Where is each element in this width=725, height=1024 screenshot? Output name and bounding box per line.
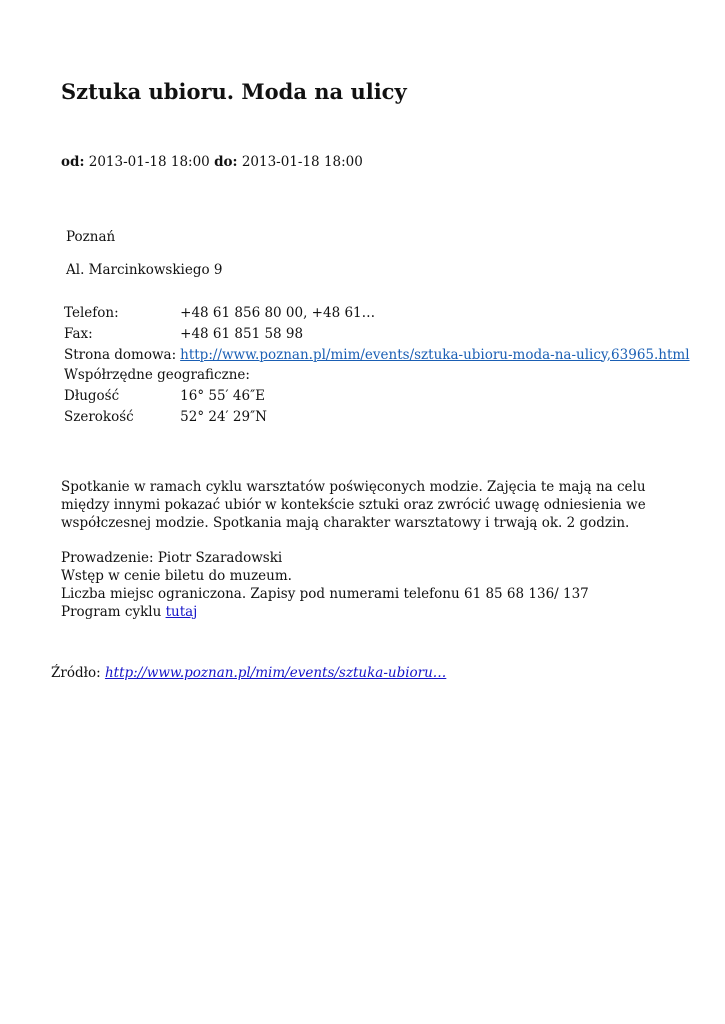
host-line: Prowadzenie: Piotr Szaradowski xyxy=(61,550,283,566)
latitude-row xyxy=(62,408,692,429)
phone-label: Telefon: xyxy=(64,305,119,321)
source-line xyxy=(51,664,446,682)
location-city: Poznań xyxy=(66,229,116,245)
to-value: 2013-01-18 18:00 xyxy=(241,154,363,170)
fax-value: +48 61 851 58 98 xyxy=(180,325,304,342)
coords-row xyxy=(62,366,692,387)
source-label: Źródło: xyxy=(51,665,101,681)
longitude-label: Długość xyxy=(64,388,120,405)
longitude-value: 16° 55′ 46″E xyxy=(180,388,265,405)
fax-row xyxy=(62,325,692,346)
longitude-row xyxy=(62,387,692,408)
event-dates xyxy=(61,153,363,171)
fax-label: Fax: xyxy=(64,325,93,342)
from-value: 2013-01-18 18:00 xyxy=(88,154,210,170)
website-label: Strona domowa: xyxy=(64,346,177,363)
entry-line: Wstęp w cenie biletu do muzeum. xyxy=(61,568,292,584)
program-line xyxy=(61,603,589,621)
coords-label: Współrzędne geograficzne: xyxy=(64,367,250,384)
from-label: od: xyxy=(61,154,85,170)
event-description: Spotkanie w ramach cyklu warsztatów poświęconych modzie. Zajęcia te mają na celu między innymi pokazać ubiór w kontekście sztuki oraz zwrócić uwagę odniesienia we współczesnej modzie. Spotkania mają charakter warsztatowy i trwają ok. 2 godzin. xyxy=(61,479,646,531)
location-street: Al. Marcinkowskiego 9 xyxy=(66,262,223,278)
seats-line: Liczba miejsc ograniczona. Zapisy pod numerami telefonu 61 85 68 136/ 137 xyxy=(61,586,589,602)
website-link[interactable]: http://www.poznan.pl/mim/events/sztuka-ubioru-moda-na-ulicy,63965.html xyxy=(180,346,690,363)
phone-value: +48 61 856 80 00, +48 61… xyxy=(180,305,376,321)
to-label: do: xyxy=(214,154,238,170)
event-details xyxy=(61,549,589,621)
contact-info-table xyxy=(62,304,692,429)
page-title: Sztuka ubioru. Moda na ulicy xyxy=(61,79,407,104)
source-link[interactable]: http://www.poznan.pl/mim/events/sztuka-ubioru… xyxy=(104,665,447,681)
program-prefix: Program cyklu xyxy=(61,604,162,620)
program-link[interactable]: tutaj xyxy=(165,604,198,620)
latitude-value: 52° 24′ 29″N xyxy=(180,408,267,425)
phone-row xyxy=(62,304,692,325)
latitude-label: Szerokość xyxy=(64,408,134,425)
website-row xyxy=(62,346,692,367)
